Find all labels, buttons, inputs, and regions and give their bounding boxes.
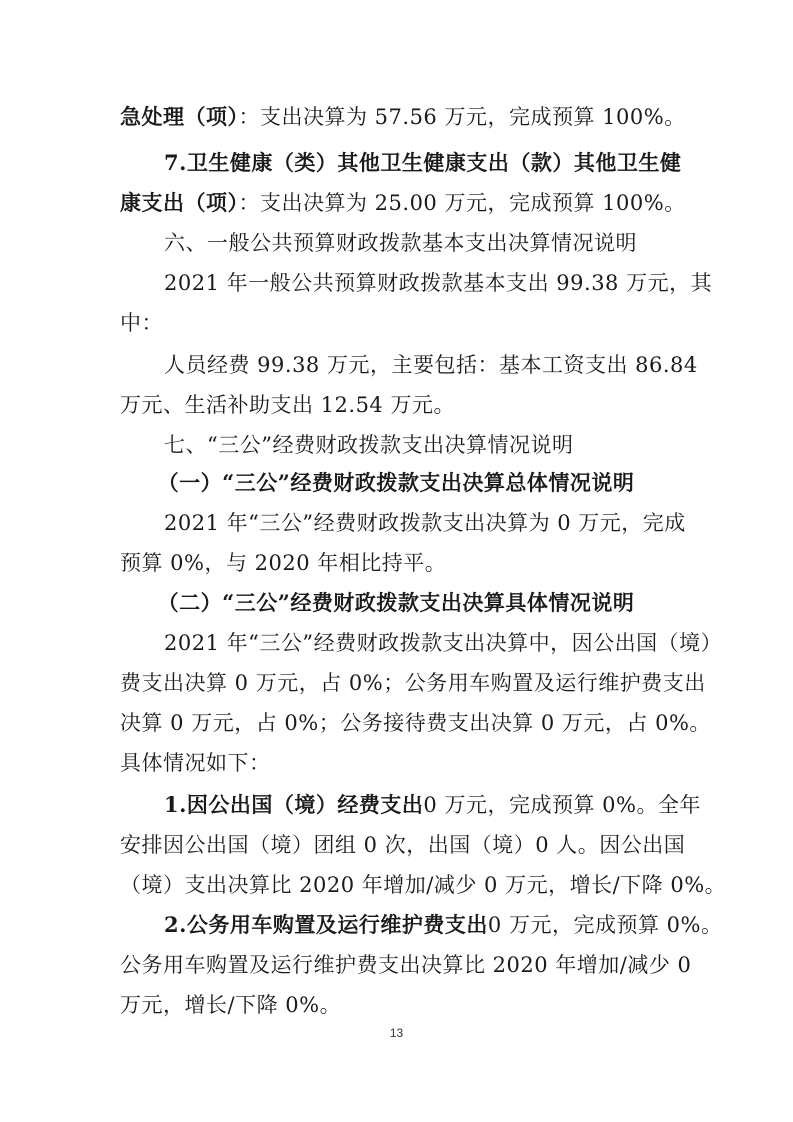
paragraph-line [164,790,701,820]
paragraph-line: 人员经费 99.38 万元，主要包括：基本工资支出 86.84 [164,353,698,377]
bold-text: 1.因公出国（境）经费支出 [164,792,424,817]
paragraph-line: 费支出决算 0 万元，占 0%；公务用车购置及运行维护费支出 [120,671,706,695]
paragraph-line: 7.卫生健康（类）其他卫生健康支出（款）其他卫生健 [164,150,682,175]
bold-text: 急处理（项） [120,104,239,129]
subsection-heading: （一）“三公”经费财政拨款支出决算总体情况说明 [157,470,635,495]
section-heading: 七、“三公”经费财政拨款支出决算情况说明 [164,433,574,457]
paragraph-line: 万元，增长/下降 0%。 [120,993,342,1017]
paragraph-line: 2021 年“三公”经费财政拨款支出决算为 0 万元，完成 [164,511,686,535]
paragraph-line: 预算 0%，与 2020 年相比持平。 [120,551,447,575]
body-text: ：支出决算为 25.00 万元，完成预算 100%。 [238,191,686,215]
bold-text: 2.公务用车购置及运行维护费支出 [164,912,488,937]
paragraph-line: 万元、生活补助支出 12.54 万元。 [120,393,455,417]
paragraph-line: 中： [120,311,163,335]
paragraph-line [164,910,723,940]
page-number: 13 [389,1026,404,1040]
body-text: 0 万元，完成预算 0%。全年 [423,793,701,817]
section-heading: 六、一般公共预算财政拨款基本支出决算情况说明 [164,231,637,255]
paragraph-line: 2021 年一般公共预算财政拨款基本支出 99.38 万元，其 [164,271,713,295]
paragraph-line [120,188,686,218]
paragraph-line [120,102,686,132]
paragraph-line: 安排因公出国（境）团组 0 次，出国（境）0 人。因公出国 [120,833,686,857]
paragraph-line: 2021 年“三公”经费财政拨款支出决算中，因公出国（境） [164,631,723,655]
paragraph-line: 具体情况如下： [120,751,271,775]
body-text: ：支出决算为 57.56 万元，完成预算 100%。 [238,105,686,129]
paragraph-line: （境）支出决算比 2020 年增加/减少 0 万元，增长/下降 0%。 [120,873,727,897]
body-text: 0 万元，完成预算 0%。 [487,913,723,937]
subsection-heading: （二）“三公”经费财政拨款支出决算具体情况说明 [157,590,635,615]
bold-text: 康支出（项） [120,190,239,215]
paragraph-line: 公务用车购置及运行维护费支出决算比 2020 年增加/减少 0 [120,953,692,977]
paragraph-line: 决算 0 万元，占 0%；公务接待费支出决算 0 万元，占 0%。 [120,711,711,735]
